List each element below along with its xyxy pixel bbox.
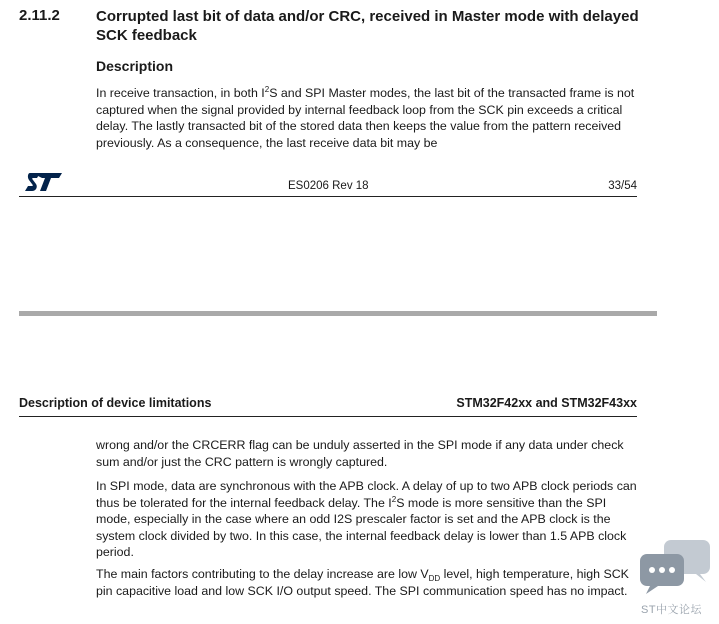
running-header-left: Description of device limitations <box>19 396 212 410</box>
section-number: 2.11.2 <box>19 7 60 24</box>
chat-bubbles-icon <box>640 540 712 596</box>
footer-divider <box>19 196 637 197</box>
document-id: ES0206 Rev 18 <box>288 180 369 192</box>
description-heading: Description <box>96 58 174 74</box>
running-header-right: STM32F42xx and STM32F43xx <box>456 396 637 410</box>
page-number: 33/54 <box>608 180 637 192</box>
paragraph-crcerr: wrong and/or the CRCERR flag can be unduly asserted in the SPI mode if any data under check sum and/or just the CRC pattern is wrongly captured. <box>96 438 624 469</box>
watermark-text: ST中文论坛 <box>641 604 703 616</box>
header-divider <box>19 416 637 417</box>
page-separator <box>19 311 657 316</box>
paragraph-delay-factors: The main factors contributing to the delay increase are low $V_{DD}$ level, high temperature, high SCK pin capacitive load and low SCK I/O output speed. The SPI communication speed has no impact. <box>96 567 629 598</box>
section-title: Corrupted last bit of data and/or CRC, received in Master mode with delayed SCK feedback <box>96 8 639 44</box>
paragraph-receive-transaction: In receive transaction, in both $I^2S$ and SPI Master modes, the last bit of the transacted frame is not captured when the signal provided by internal feedback loop from the SCK pin exceeds a critical delay. The lastly transacted bit of the stored data then keeps the value from the pattern received previously. As a consequence, the last receive data bit may be <box>96 85 635 150</box>
paragraph-spi-mode: In SPI mode, data are synchronous with the APB clock. A delay of up to two APB clock periods can thus be tolerated for the internal feedback delay. The $I^2S$ mode is more sensitive than the SPI mode, especially in the case where an odd I2S prescaler factor is set and the APB clock is the system clock divided by two. In this case, the internal feedback delay is lower than 1.5 APB clock period. <box>96 479 637 560</box>
st-logo-icon <box>24 171 64 193</box>
